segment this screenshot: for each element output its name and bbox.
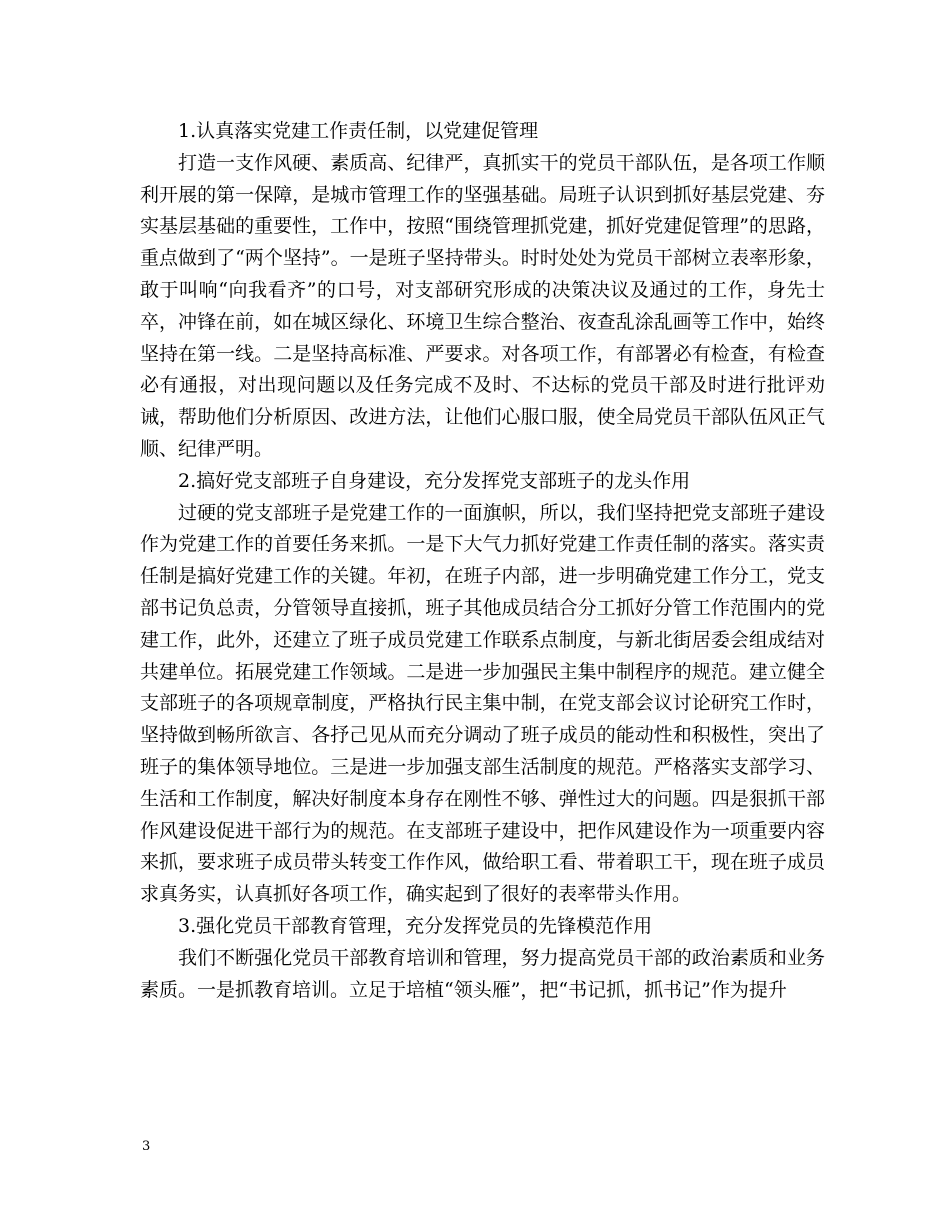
document-body	[140, 116, 825, 1006]
section-heading-2: 2.搞好党支部班子自身建设，充分发挥党支部班子的龙头作用	[178, 469, 691, 492]
section-heading-3: 3.强化党员干部教育管理，充分发挥党员的先锋模范作用	[178, 914, 653, 937]
section-paragraph-2: 过硬的党支部班子是党建工作的一面旗帜，所以，我们坚持把党支部班子建设作为党建工作的首要任务来抓。一是下大气力抓好党建工作责任制的落实。落实责任制是搞好党建工作的关键。年初，在班子内部，进一步明确党建工作分工，党支部书记负总责，分管领导直接抓，班子其他成员结合分工抓好分管工作范围内的党建工作，此外，还建立了班子成员党建工作联系点制度，与新北街居委会组成结对共建单位。拓展党建工作领域。二是进一步加强民主集中制程序的规范。建立健全支部班子的各项规章制度，严格执行民主集中制，在党支部会议讨论研究工作时，坚持做到畅所欲言、各抒己见从而充分调动了班子成员的能动性和积极性，突出了班子的集体领导地位。三是进一步加强支部生活制度的规范。严格落实支部学习、生活和工作制度，解决好制度本身存在刚性不够、弹性过大的问题。四是狠抓干部作风建设促进干部行为的规范。在支部班子建设中，把作风建设作为一项重要内容来抓，要求班子成员带头转变工作作风，做给职工看、带着职工干，现在班子成员求真务实，认真抓好各项工作，确实起到了很好的表率带头作用。	[140, 501, 825, 906]
page-number: 3	[142, 1139, 151, 1154]
section-paragraph-3: 我们不断强化党员干部教育培训和管理，努力提高党员干部的政治素质和业务素质。一是抓教育培训。立足于培植“领头雁”，把“书记抓，抓书记”作为提升	[140, 946, 825, 1001]
section-paragraph-1: 打造一支作风硬、素质高、纪律严，真抓实干的党员干部队伍，是各项工作顺利开展的第一保障，是城市管理工作的坚强基础。局班子认识到抓好基层党建、夯实基层基础的重要性，工作中，按照“围绕管理抓党建，抓好党建促管理”的思路，重点做到了“两个坚持”。一是班子坚持带头。时时处处为党员干部树立表率形象，敢于叫响“向我看齐”的口号，对支部研究形成的决策决议及通过的工作，身先士卒，冲锋在前，如在城区绿化、环境卫生综合整治、夜查乱涂乱画等工作中，始终坚持在第一线。二是坚持高标准、严要求。对各项工作，有部署必有检查，有检查必有通报，对出现问题以及任务完成不及时、不达标的党员干部及时进行批评劝诫，帮助他们分析原因、改进方法，让他们心服口服，使全局党员干部队伍风正气顺、纪律严明。	[140, 151, 825, 460]
section-heading-1: 1.认真落实党建工作责任制，以党建促管理	[178, 120, 539, 142]
